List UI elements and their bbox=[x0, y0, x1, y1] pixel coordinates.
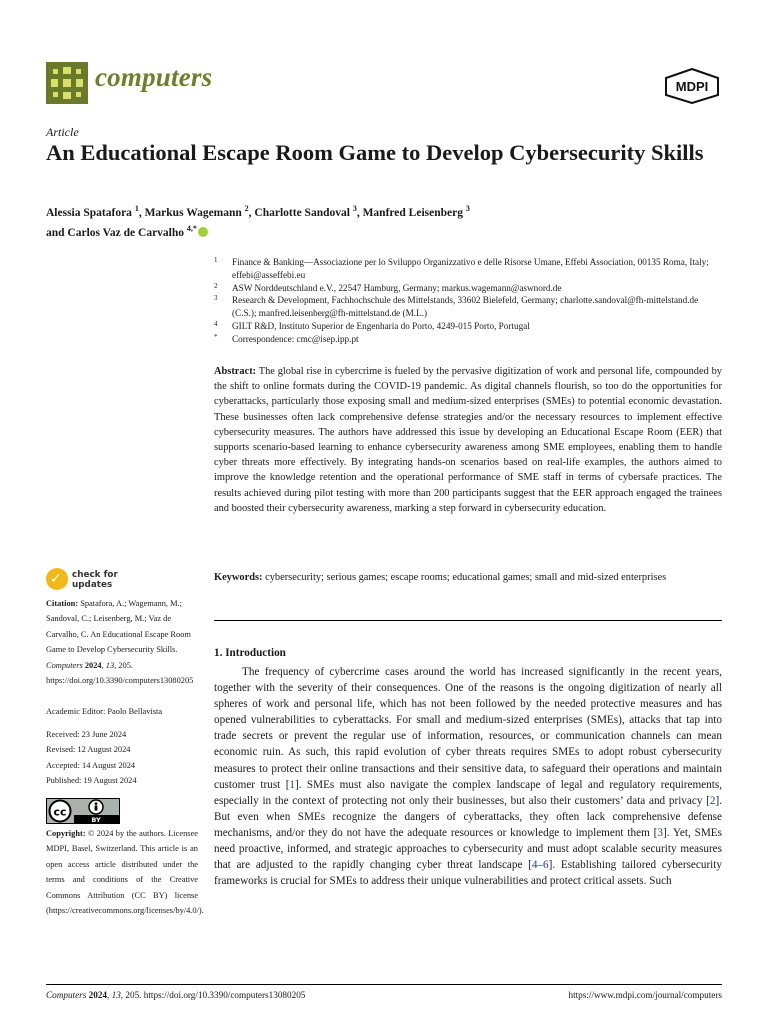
copyright-text: © 2024 by the authors. Licensee MDPI, Basel, Switzerland. This article is an open access article distributed under the terms and conditions of the Creative Commons Attribution (CC BY) license (https://creativecommons.org/licenses/by/4.0/). bbox=[46, 829, 204, 916]
author-affiliation-ref: 4,* bbox=[186, 223, 197, 233]
copyright bbox=[46, 826, 204, 918]
author-affiliation-ref: 3 bbox=[352, 204, 357, 213]
intro-paragraph: The frequency of cybercrime cases around the world has increased significantly in the recent years, together with the severity of their consequences. One of the reasons is the ongoing digitization of nearly all spheres of work and personal life, which has not been followed by the needed protective measures and has opened vulnerabilities to cyberattacks. For small and medium-sized enterprises (SMEs), attacks that tap into trade secrets or prevent the regular use of information, resources, or communication channels can mean economic ruin. As such, this rapid evolution of cyber threats requires SMEs to adopt robust cybersecurity measures to protect their online transactions and their sensitive data, to safeguard their operations and maintain customer trust [1]. SMEs must also navigate the complex landscape of legal and regulatory requirements, especially in the context of protecting not only their businesses, but also their customers’ data and privacy [2]. But even when SMEs recognize the dangers of cyberattacks, they often lack comprehensive defense mechanisms, and/or they do not have the adequate resources or knowledge to implement them [3]. Yet, SMEs need proactive, informed, and strategic approaches to cybersecurity and must adopt scalable security measures that are adjusted to the rapidly changing cyber threat landscape [4–6]. Establishing tailored cybersecurity frameworks is crucial for SMEs to address their unique vulnerabilities and protect critical assets. Such bbox=[214, 666, 723, 888]
citation-link[interactable]: 4–6 bbox=[531, 859, 549, 872]
accepted-date: Accepted: 14 August 2024 bbox=[46, 760, 136, 770]
author-list: Alessia Spatafora $^1$, Markus Wagemann $^2$, Charlotte Sandoval $^3$, Manfred Leisenberg $^3$ and Carlos Vaz de Carvalho $^{4,*}$ bbox=[46, 204, 470, 239]
orcid-icon[interactable] bbox=[198, 227, 208, 237]
author-affiliation-ref: 3 bbox=[465, 204, 470, 213]
citation-text: Spatafora, A.; Wagemann, M.; Sandoval, C.; Leisenberg, M.; Vaz de Carvalho, C. An Educational Escape Room Game to Develop Cybersecurity Skills. bbox=[46, 599, 191, 655]
check-updates-label: check for updates bbox=[72, 570, 118, 590]
cc-by-icon[interactable] bbox=[46, 798, 120, 824]
citation-link[interactable]: 2 bbox=[709, 794, 716, 807]
affiliation-text: Finance & Banking—Associazione per lo Sviluppo Organizzativo e delle Risorse Umane, Effebi Association, 00135 Roma, Italy; effebi@asseffebi.eu bbox=[232, 257, 709, 280]
mdpi-logo-icon bbox=[664, 68, 720, 104]
author-affiliation-ref: 2 bbox=[244, 204, 249, 213]
citation-label: Citation: bbox=[46, 599, 79, 608]
abstract-label: Abstract: bbox=[214, 366, 257, 377]
affiliation-number: 2 bbox=[214, 281, 218, 290]
affiliation-number: 3 bbox=[214, 294, 218, 303]
publication-dates bbox=[46, 727, 198, 789]
affiliation-item bbox=[214, 256, 724, 282]
abstract bbox=[214, 364, 722, 516]
keywords-label: Keywords: bbox=[214, 572, 263, 583]
published-date: Published: 19 August 2024 bbox=[46, 776, 137, 786]
journal-logo-icon bbox=[46, 62, 88, 104]
footer-journal-url[interactable]: https://www.mdpi.com/journal/computers bbox=[568, 990, 722, 1000]
affiliation-item bbox=[214, 282, 724, 295]
svg-text:cc: cc bbox=[53, 805, 67, 819]
affiliation-text: ASW Norddeutschland e.V., 22547 Hamburg, Germany; markus.wagemann@aswnord.de bbox=[232, 282, 562, 293]
copyright-label: Copyright: bbox=[46, 829, 86, 838]
affiliation-item bbox=[214, 294, 724, 320]
author-affiliation-ref: 1 bbox=[134, 204, 139, 213]
article-type: Article bbox=[46, 125, 79, 139]
citation-journal: Computers bbox=[46, 660, 83, 670]
citation-volume: 13 bbox=[105, 660, 115, 670]
citation-link[interactable]: 1 bbox=[289, 778, 296, 791]
keywords-text: cybersecurity; serious games; escape rooms; educational games; small and mid-sized enterprises bbox=[265, 572, 667, 583]
author-name: Charlotte Sandoval bbox=[254, 206, 350, 219]
article-title: An Educational Escape Room Game to Develop Cybersecurity Skills bbox=[46, 140, 704, 165]
abstract-text: The global rise in cybercrime is fueled by the pervasive digitization of work and personal life, compounded by the shift to online formats during the COVID-19 pandemic. As digital channels flourish, so too do the opportunities for cyberattacks, particularly those exposing small and medium-sized enterprises (SMEs) to potential economic devastation. These businesses often lack comprehensive defense strategies and/or the necessary resources to implement effective cybersecurity measures. The authors have addressed this issue by developing an Educational Escape Room (EER) that supports scenario-based learning to enhance cybersecurity awareness among SME employees, enabling them to handle cyber threats more effectively. By integrating hands-on scenarios based on real-life examples, the authors aimed to improve the knowledge retention and the operational performance of SME staff in terms of cybersafe practices. The results achieved during pilot testing with more than 200 participants suggest that the EER approach engaged the trainees and boosted their cybersecurity awareness, marking a step forward in cybersecurity education. bbox=[214, 366, 722, 514]
footer-divider bbox=[46, 984, 722, 985]
academic-editor: Academic Editor: Paolo Bellavista bbox=[46, 707, 163, 716]
footer-doi[interactable]: , 205. https://doi.org/10.3390/computers13080205 bbox=[120, 990, 306, 1000]
affiliation-number: * bbox=[214, 332, 218, 341]
affiliation-text: GILT R&D, Instituto Superior de Engenharia do Porto, 4249-015 Porto, Portugal bbox=[232, 320, 530, 331]
revised-date: Revised: 12 August 2024 bbox=[46, 745, 131, 755]
affiliation-item bbox=[214, 333, 724, 346]
citation-year: 2024 bbox=[84, 660, 102, 670]
footer-citation: Computers 2024, 13, 205. https://doi.org/10.3390/computers13080205 bbox=[46, 990, 306, 1000]
author-name: Markus Wagemann bbox=[144, 206, 242, 219]
author-name: Alessia Spatafora bbox=[46, 206, 132, 219]
correspondence-text: Correspondence: cmc@isep.ipp.pt bbox=[232, 333, 359, 344]
authors-joiner: and bbox=[46, 226, 65, 239]
author-name: Carlos Vaz de Carvalho bbox=[67, 226, 185, 239]
affiliation-text: Research & Development, Fachhochschule des Mittelstands, 33602 Bielefeld, Germany; charlotte.sandoval@fh-mittelstand.de (C.S.); manfred.leisenberg@fh-mittelstand.de (M.L.) bbox=[232, 295, 699, 319]
author-name: Manfred Leisenberg bbox=[362, 206, 463, 219]
affiliations bbox=[214, 256, 724, 346]
cc-license-label: BY bbox=[91, 816, 101, 824]
section-heading: 1. Introduction bbox=[214, 647, 286, 659]
publisher-name: MDPI bbox=[675, 79, 709, 94]
citation-doi[interactable]: , 205. https://doi.org/10.3390/computers13080205 bbox=[46, 660, 194, 686]
affiliation-number: 4 bbox=[214, 319, 218, 328]
affiliation-number: 1 bbox=[214, 256, 218, 264]
citation: Citation: Spatafora, A.; Wagemann, M.; Sandoval, C.; Leisenberg, M.; Vaz de Carvalho, C. An Educational Escape Room Game to Develop Cybersecurity Skills. Computers 2024, 13, 205. https://doi.org/10.3390/computers13080205 bbox=[46, 599, 194, 686]
keywords bbox=[214, 570, 722, 585]
journal-name: computers bbox=[95, 62, 213, 92]
citation-link[interactable]: 3 bbox=[657, 826, 663, 839]
received-date: Received: 23 June 2024 bbox=[46, 730, 127, 739]
footer-year: 2024 bbox=[88, 990, 107, 1000]
footer-volume: 13 bbox=[111, 990, 121, 1000]
footer-journal: Computers bbox=[46, 990, 87, 1000]
section-divider bbox=[214, 620, 722, 621]
affiliation-item bbox=[214, 320, 724, 333]
